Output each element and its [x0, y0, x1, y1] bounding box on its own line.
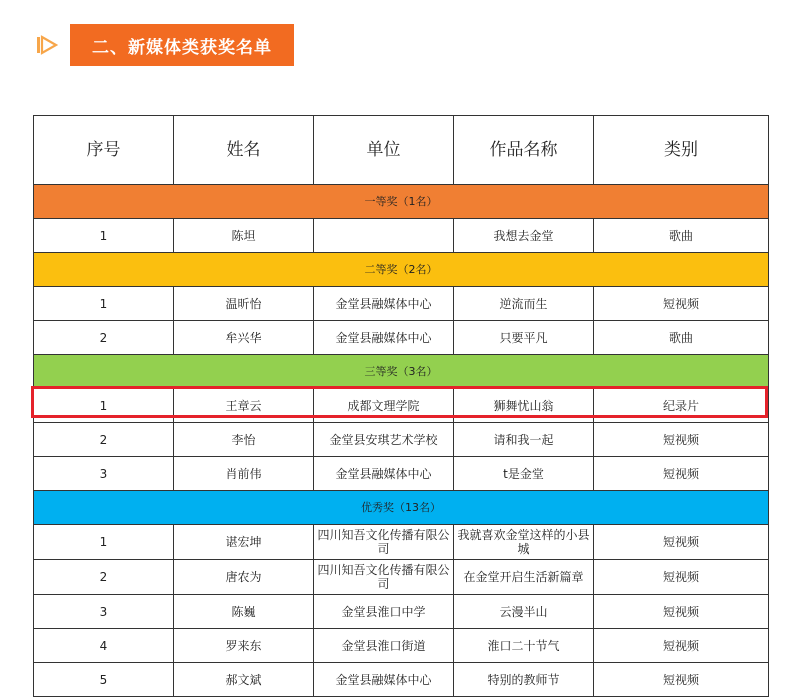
- unit-cell: 金堂县淮口街道: [314, 629, 454, 663]
- header-unit: 单位: [314, 116, 454, 185]
- unit-cell: 金堂县融媒体中心: [314, 457, 454, 491]
- unit-cell: 金堂县淮口中学: [314, 595, 454, 629]
- work-title-cell: 我想去金堂: [454, 219, 594, 253]
- index-cell: 3: [34, 457, 174, 491]
- category-cell: 纪录片: [594, 389, 769, 423]
- award-table: [33, 115, 769, 697]
- category-cell: 歌曲: [594, 321, 769, 355]
- index-cell: 5: [34, 663, 174, 697]
- category-cell: 歌曲: [594, 219, 769, 253]
- table-row: [34, 423, 769, 457]
- table-body: [34, 185, 769, 697]
- name-cell: 唐农为: [174, 560, 314, 595]
- award-group-row: [34, 491, 769, 525]
- unit-cell: 金堂县融媒体中心: [314, 287, 454, 321]
- award-group-row: [34, 355, 769, 389]
- work-title-cell: 特别的教师节: [454, 663, 594, 697]
- work-title-cell: 逆流而生: [454, 287, 594, 321]
- award-group-row: [34, 253, 769, 287]
- name-cell: 王章云: [174, 389, 314, 423]
- work-title-cell: 只要平凡: [454, 321, 594, 355]
- name-cell: 李怡: [174, 423, 314, 457]
- unit-cell: 金堂县融媒体中心: [314, 663, 454, 697]
- index-cell: 3: [34, 595, 174, 629]
- category-cell: 短视频: [594, 560, 769, 595]
- category-cell: 短视频: [594, 287, 769, 321]
- header-work-title: 作品名称: [454, 116, 594, 185]
- category-cell: 短视频: [594, 595, 769, 629]
- name-cell: 陈坦: [174, 219, 314, 253]
- table-row: [34, 287, 769, 321]
- award-group-label: 三等奖（3名）: [34, 355, 769, 389]
- section-title: 二、新媒体类获奖名单: [70, 24, 294, 66]
- work-title-cell: 淮口二十节气: [454, 629, 594, 663]
- category-cell: 短视频: [594, 423, 769, 457]
- unit-cell: [314, 219, 454, 253]
- index-cell: 2: [34, 321, 174, 355]
- table-row: [34, 389, 769, 423]
- category-cell: 短视频: [594, 629, 769, 663]
- index-cell: 1: [34, 525, 174, 560]
- section-heading: [36, 24, 294, 66]
- index-cell: 1: [34, 287, 174, 321]
- table-row: [34, 629, 769, 663]
- work-title-cell: t是金堂: [454, 457, 594, 491]
- unit-cell: 成都文理学院: [314, 389, 454, 423]
- table-row: [34, 595, 769, 629]
- index-cell: 1: [34, 389, 174, 423]
- name-cell: 罗来东: [174, 629, 314, 663]
- name-cell: 谌宏坤: [174, 525, 314, 560]
- table-row: [34, 321, 769, 355]
- unit-cell: 金堂县融媒体中心: [314, 321, 454, 355]
- header-name: 姓名: [174, 116, 314, 185]
- index-cell: 2: [34, 560, 174, 595]
- work-title-cell: 在金堂开启生活新篇章: [454, 560, 594, 595]
- table-row: [34, 457, 769, 491]
- work-title-cell: 云漫半山: [454, 595, 594, 629]
- work-title-cell: 请和我一起: [454, 423, 594, 457]
- name-cell: 郝文斌: [174, 663, 314, 697]
- name-cell: 牟兴华: [174, 321, 314, 355]
- play-arrow-icon: [36, 24, 62, 66]
- table-row: [34, 663, 769, 697]
- table-row: [34, 219, 769, 253]
- category-cell: 短视频: [594, 663, 769, 697]
- award-group-label: 优秀奖（13名）: [34, 491, 769, 525]
- unit-cell: 四川知吾文化传播有限公司: [314, 560, 454, 595]
- header-index: 序号: [34, 116, 174, 185]
- header-category: 类别: [594, 116, 769, 185]
- table-row: [34, 525, 769, 560]
- unit-cell: 四川知吾文化传播有限公司: [314, 525, 454, 560]
- unit-cell: 金堂县安琪艺术学校: [314, 423, 454, 457]
- category-cell: 短视频: [594, 525, 769, 560]
- index-cell: 1: [34, 219, 174, 253]
- name-cell: 温昕怡: [174, 287, 314, 321]
- award-group-label: 一等奖（1名）: [34, 185, 769, 219]
- table-row: [34, 560, 769, 595]
- name-cell: 肖前伟: [174, 457, 314, 491]
- work-title-cell: 我就喜欢金堂这样的小县城: [454, 525, 594, 560]
- name-cell: 陈巍: [174, 595, 314, 629]
- category-cell: 短视频: [594, 457, 769, 491]
- index-cell: 2: [34, 423, 174, 457]
- table-header-row: [34, 116, 769, 185]
- work-title-cell: 狮舞忧山翁: [454, 389, 594, 423]
- award-group-label: 二等奖（2名）: [34, 253, 769, 287]
- index-cell: 4: [34, 629, 174, 663]
- award-group-row: [34, 185, 769, 219]
